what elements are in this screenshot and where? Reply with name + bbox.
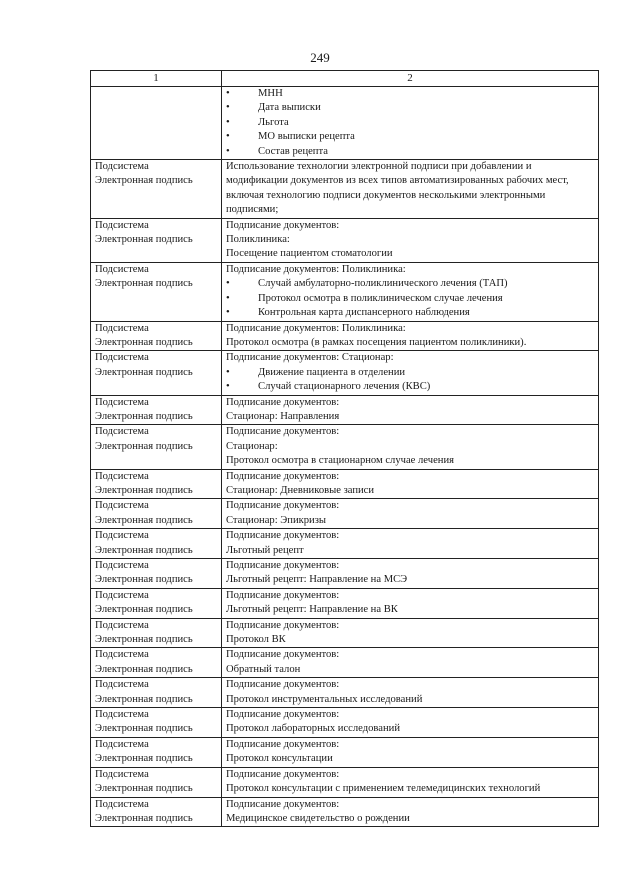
subsystem-label: Электронная подпись	[95, 753, 193, 765]
function-line: Подписание документов:	[226, 619, 340, 631]
subsystem-label: Подсистема	[95, 396, 149, 408]
bullet-icon: •	[226, 307, 230, 319]
subsystem-cell	[91, 559, 222, 589]
bullet-item	[226, 116, 596, 130]
function-line: Протокол лабораторных исследований	[226, 723, 400, 735]
table-row	[91, 499, 599, 529]
subsystem-cell	[91, 87, 222, 160]
subsystem-cell	[91, 618, 222, 648]
function-cell	[222, 678, 599, 708]
subsystem-label: Электронная подпись	[95, 484, 193, 496]
subsystem-cell	[91, 648, 222, 678]
function-cell	[222, 529, 599, 559]
table-row	[91, 767, 599, 797]
subsystem-label: Подсистема	[95, 738, 149, 750]
subsystem-cell	[91, 351, 222, 395]
bullet-text: Контрольная карта диспансерного наблюдения	[258, 307, 470, 319]
bullet-text: Движение пациента в отделении	[258, 366, 406, 378]
subsystem-label: Подсистема	[95, 679, 149, 691]
subsystem-label: Электронная подпись	[95, 366, 193, 378]
function-line: Протокол консультации	[226, 753, 333, 765]
function-line: Протокол осмотра в стационарном случае лечения	[226, 455, 454, 467]
subsystem-label: Подсистема	[95, 649, 149, 661]
function-cell	[222, 708, 599, 738]
function-cell	[222, 395, 599, 425]
subsystem-cell	[91, 262, 222, 321]
subsystem-cell	[91, 708, 222, 738]
function-line: Подписание документов:	[226, 679, 340, 691]
bullet-icon: •	[226, 278, 230, 290]
subsystem-label: Электронная подпись	[95, 574, 193, 586]
subsystem-cell	[91, 395, 222, 425]
table-row	[91, 737, 599, 767]
function-line: Подписание документов:	[226, 649, 340, 661]
function-cell	[222, 767, 599, 797]
subsystem-label: Электронная подпись	[95, 544, 193, 556]
table-row	[91, 559, 599, 589]
subsystem-label: Подсистема	[95, 560, 149, 571]
function-line: Подписание документов:	[226, 738, 340, 750]
table-row	[91, 395, 599, 425]
bullet-item	[226, 87, 596, 101]
subsystem-cell	[91, 321, 222, 351]
table-row	[91, 218, 599, 262]
column-header: 1	[91, 71, 222, 87]
page-number: 249	[310, 50, 330, 65]
bullet-text: Льгота	[258, 116, 289, 128]
subsystem-cell	[91, 469, 222, 499]
function-cell	[222, 87, 599, 160]
function-cell	[222, 218, 599, 262]
bullet-icon: •	[226, 131, 230, 143]
function-cell	[222, 648, 599, 678]
function-cell	[222, 425, 599, 469]
function-line: Подписание документов: Поликлиника:	[226, 263, 406, 275]
bullet-item	[226, 292, 596, 306]
function-line: Посещение пациентом стоматологии	[226, 248, 393, 260]
function-paragraph: Использование технологии электронной подписи при добавлении и модификации документов из всех типов автоматизированных рабочих мест, включая технологию подписи документов несколькими электронными подписями;	[226, 161, 569, 216]
subsystem-label: Подсистема	[95, 352, 149, 364]
subsystem-label: Подсистема	[95, 219, 149, 231]
subsystem-label: Электронная подпись	[95, 175, 193, 187]
bullet-text: Протокол осмотра в поликлиническом случае лечения	[258, 292, 503, 304]
function-line: Протокол ВК	[226, 634, 286, 646]
function-cell	[222, 499, 599, 529]
subsystem-label: Подсистема	[95, 768, 149, 780]
function-line: Поликлиника:	[226, 234, 290, 246]
table-row	[91, 529, 599, 559]
subsystem-label: Подсистема	[95, 709, 149, 721]
subsystem-label: Электронная подпись	[95, 663, 193, 675]
subsystem-cell	[91, 797, 222, 827]
subsystem-cell	[91, 499, 222, 529]
subsystem-cell	[91, 588, 222, 618]
column-header: 2	[222, 71, 599, 87]
function-line: Подписание документов:	[226, 768, 340, 780]
table-row	[91, 678, 599, 708]
subsystem-cell	[91, 425, 222, 469]
subsystem-label: Подсистема	[95, 500, 149, 512]
subsystem-label: Подсистема	[95, 263, 149, 275]
bullet-text: Случай стационарного лечения (КВС)	[258, 381, 431, 393]
function-cell	[222, 469, 599, 499]
function-line: Стационар:	[226, 440, 278, 452]
subsystem-cell	[91, 737, 222, 767]
bullet-item	[226, 380, 596, 394]
function-line: Подписание документов:	[226, 470, 340, 482]
subsystem-label: Электронная подпись	[95, 604, 193, 616]
bullet-item	[226, 277, 596, 291]
subsystem-label: Электронная подпись	[95, 634, 193, 646]
table-row	[91, 708, 599, 738]
function-cell	[222, 160, 599, 219]
function-line: Стационар: Направления	[226, 410, 340, 422]
bullet-item	[226, 306, 596, 320]
table-row	[91, 648, 599, 678]
table-row	[91, 321, 599, 351]
function-line: Протокол инструментальных исследований	[226, 693, 423, 705]
table-row	[91, 618, 599, 648]
table-row	[91, 797, 599, 827]
table-row	[91, 160, 599, 219]
function-line: Подписание документов:	[226, 560, 340, 571]
function-line: Стационар: Эпикризы	[226, 514, 327, 526]
function-cell	[222, 737, 599, 767]
subsystem-label: Электронная подпись	[95, 693, 193, 705]
bullet-icon: •	[226, 116, 230, 128]
bullet-icon: •	[226, 102, 230, 114]
subsystem-label: Электронная подпись	[95, 336, 193, 348]
table-row	[91, 425, 599, 469]
bullet-text: Дата выписки	[258, 102, 321, 114]
bullet-icon: •	[226, 292, 230, 304]
table-row	[91, 469, 599, 499]
subsystem-label: Электронная подпись	[95, 812, 193, 824]
subsystem-label: Подсистема	[95, 470, 149, 482]
function-line: Подписание документов:	[226, 709, 340, 721]
subsystem-label: Электронная подпись	[95, 278, 193, 290]
bullet-text: МО выписки рецепта	[258, 131, 355, 143]
bullet-item	[226, 366, 596, 380]
function-line: Подписание документов:	[226, 219, 340, 231]
table-header-row	[91, 71, 599, 87]
function-line: Подписание документов:	[226, 500, 340, 512]
bullet-text: Состав рецепта	[258, 145, 328, 157]
function-cell	[222, 797, 599, 827]
subsystem-cell	[91, 218, 222, 262]
bullet-item	[226, 145, 596, 159]
function-cell	[222, 262, 599, 321]
subsystem-label: Электронная подпись	[95, 783, 193, 795]
table-row	[91, 262, 599, 321]
function-cell	[222, 559, 599, 589]
subsystem-cell	[91, 160, 222, 219]
table-row	[91, 87, 599, 160]
bullet-icon: •	[226, 381, 230, 393]
subsystem-cell	[91, 529, 222, 559]
function-line: Обратный талон	[226, 663, 301, 675]
subsystem-label: Электронная подпись	[95, 234, 193, 246]
subsystem-label: Электронная подпись	[95, 440, 193, 452]
subsystem-label: Подсистема	[95, 161, 149, 173]
bullet-icon: •	[226, 88, 230, 99]
function-line: Медицинское свидетельство о рождении	[226, 812, 410, 824]
subsystem-label: Электронная подпись	[95, 723, 193, 735]
function-cell	[222, 588, 599, 618]
subsystem-label: Подсистема	[95, 322, 149, 334]
function-line: Стационар: Дневниковые записи	[226, 484, 375, 496]
function-line: Льготный рецепт	[226, 544, 304, 556]
function-line: Подписание документов:	[226, 530, 340, 542]
function-line: Подписание документов: Стационар:	[226, 352, 394, 364]
function-cell	[222, 321, 599, 351]
function-line: Подписание документов:	[226, 589, 340, 601]
subsystem-cell	[91, 767, 222, 797]
bullet-icon: •	[226, 145, 230, 157]
subsystem-label: Подсистема	[95, 530, 149, 542]
subsystem-label: Подсистема	[95, 589, 149, 601]
function-line: Льготный рецепт: Направление на МСЭ	[226, 574, 408, 586]
table-row	[91, 351, 599, 395]
function-cell	[222, 351, 599, 395]
bullet-text: Случай амбулаторно-поликлинического лечения (ТАП)	[258, 278, 508, 290]
function-line: Протокол консультации с применением телемедицинских технологий	[226, 783, 541, 795]
function-line: Подписание документов:	[226, 426, 340, 438]
bullet-item	[226, 130, 596, 144]
function-line: Подписание документов:	[226, 798, 340, 810]
bullet-item	[226, 101, 596, 115]
function-line: Подписание документов:	[226, 396, 340, 408]
table-row	[91, 588, 599, 618]
function-line: Льготный рецепт: Направление на ВК	[226, 604, 398, 616]
subsystem-label: Электронная подпись	[95, 514, 193, 526]
bullet-icon: •	[226, 366, 230, 378]
subsystem-label: Подсистема	[95, 798, 149, 810]
function-cell	[222, 618, 599, 648]
function-line: Протокол осмотра (в рамках посещения пациентом поликлиники).	[226, 336, 527, 348]
bullet-text: МНН	[258, 88, 283, 99]
table-body	[91, 87, 599, 827]
function-line: Подписание документов: Поликлиника:	[226, 322, 406, 334]
subsystem-label: Подсистема	[95, 619, 149, 631]
specification-table	[90, 70, 599, 827]
subsystem-cell	[91, 678, 222, 708]
subsystem-label: Электронная подпись	[95, 410, 193, 422]
subsystem-label: Подсистема	[95, 426, 149, 438]
